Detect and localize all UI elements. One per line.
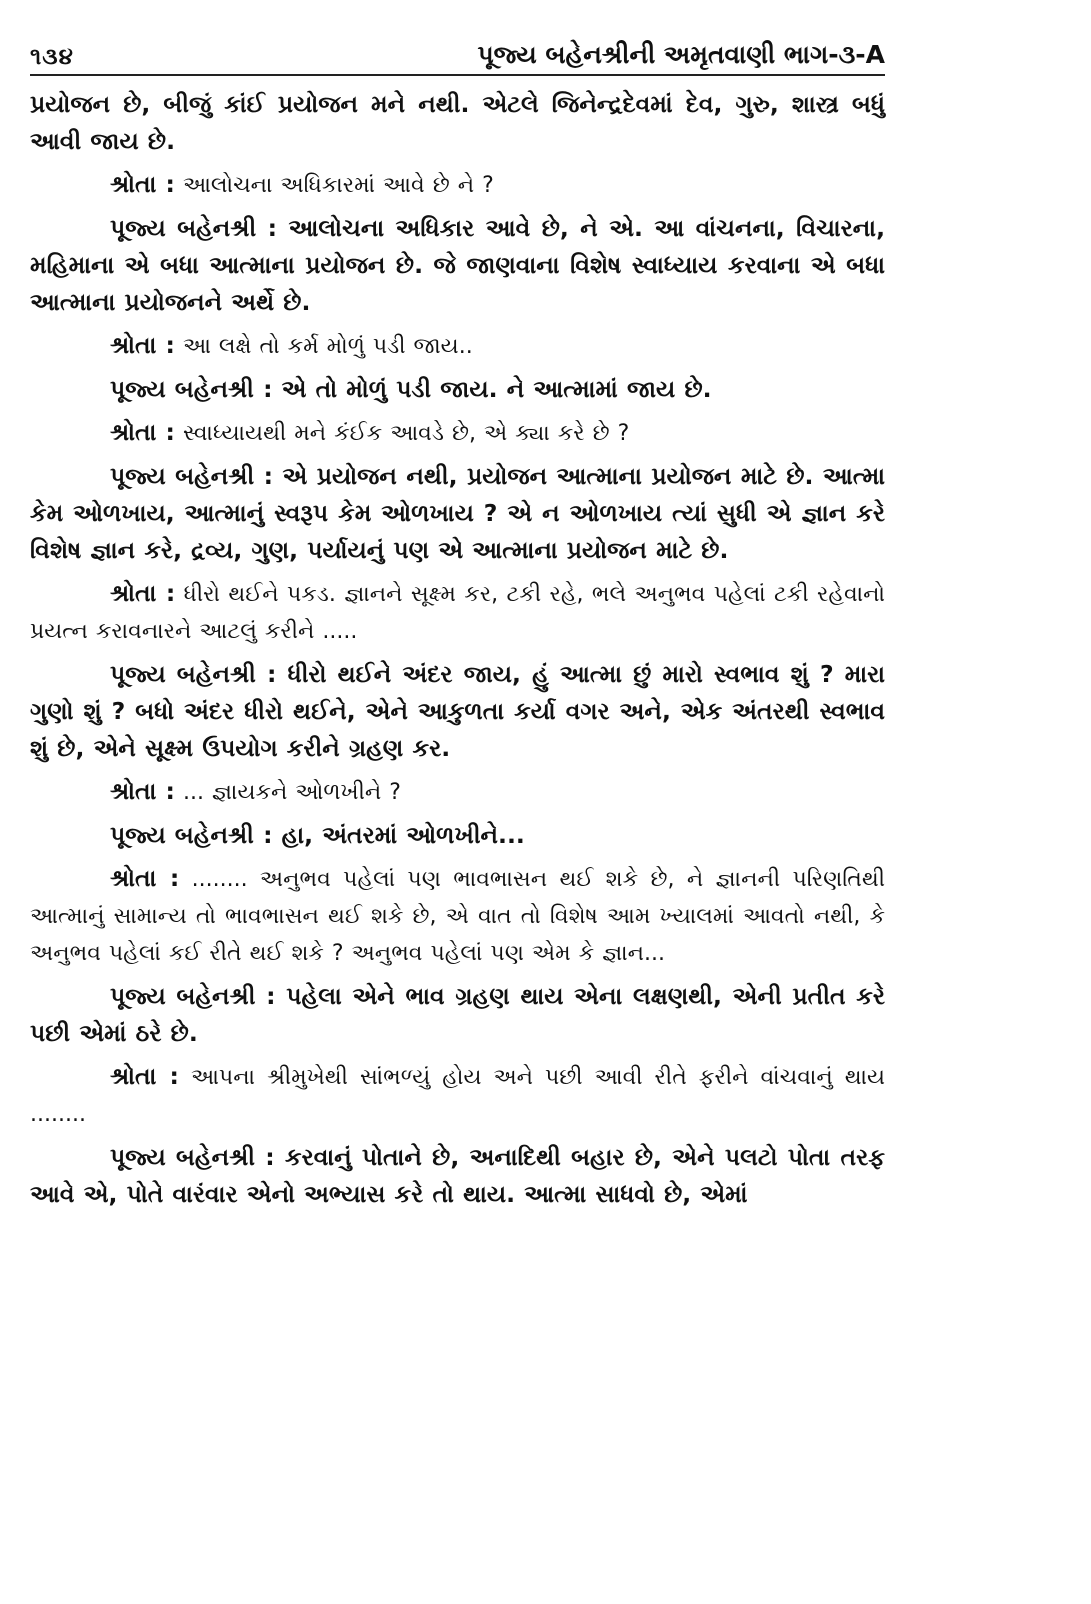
paragraph-text: આલોચના અધિકારમાં આવે છે ને ? — [182, 173, 494, 198]
listener-paragraph — [30, 575, 885, 650]
paragraph-text: એ તો મોળું પડી જાય. ને આત્મામાં જાય છે. — [281, 375, 712, 403]
listener-label: શ્રોતા : — [110, 864, 180, 892]
paragraph-text: ધીરો થઈને અંદર જાય, હું આત્મા છું મારો સ્વભાવ શું ? મારા ગુણો શું ? બધો અંદર ધીરો થઈને, એને આકુળતા કર્યા વગર અને, એક અંતરથી સ્વભાવ શું છે, એને સૂક્ષ્મ ઉપયોગ કરીને ગ્રહણ કર. — [30, 660, 886, 762]
listener-paragraph — [30, 773, 885, 811]
speaker-paragraph — [30, 1139, 885, 1213]
paragraph-text: સ્વાધ્યાયથી મને કંઈક આવડે છે, એ ક્યા કરે છે ? — [182, 421, 630, 446]
speaker-paragraph — [30, 86, 885, 160]
listener-paragraph — [30, 860, 885, 972]
listener-label: શ્રોતા : — [110, 418, 175, 446]
paragraph-text: કરવાનું પોતાને છે, અનાદિથી બહાર છે, એને પલટો પોતા તરફ આવે એ, પોતે વારંવાર એનો અભ્યાસ કરે તો થાય. આત્મા સાધવો છે, એમાં — [30, 1143, 885, 1208]
listener-paragraph — [30, 327, 885, 365]
paragraph-text: પહેલા એને ભાવ ગ્રહણ થાય એના લક્ષણથી, એની પ્રતીત કરે પછી એમાં ઠરે છે. — [30, 982, 885, 1047]
speaker-paragraph — [30, 458, 885, 569]
speaker-paragraph — [30, 210, 885, 321]
speaker-paragraph — [30, 371, 885, 408]
page-header — [30, 30, 885, 76]
listener-label: શ્રોતા : — [110, 331, 175, 359]
speaker-label: પૂજ્ય બહેનશ્રી : — [110, 462, 274, 490]
paragraph-text: ધીરો થઈને પકડ. જ્ઞાનને સૂક્ષ્મ કર, ટકી રહે, ભલે અનુભવ પહેલાં ટકી રહેવાનો પ્રયત્ન કરાવનારને આટલું કરીને ..... — [30, 582, 885, 644]
speaker-label: પૂજ્ય બહેનશ્રી : — [110, 821, 273, 849]
speaker-paragraph — [30, 817, 885, 854]
speaker-label: પૂજ્ય બહેનશ્રી : — [110, 982, 276, 1010]
page-number: ૧૩૪ — [30, 44, 74, 70]
body-text — [30, 86, 885, 1213]
paragraph-text: આપના શ્રીમુખેથી સાંભળ્યું હોય અને પછી આવી રીતે ફરીને વાંચવાનું થાય ........ — [30, 1065, 885, 1127]
paragraph-text: પ્રયોજન છે, બીજું કાંઈ પ્રયોજન મને નથી. એટલે જિનેન્દ્રદેવમાં દેવ, ગુરુ, શાસ્ત્ર બધું આવી જાય છે. — [30, 90, 885, 155]
listener-paragraph — [30, 414, 885, 452]
paragraph-text: આલોચના અધિકાર આવે છે, ને એ. આ વાંચનના, વિચારના, મહિમાના એ બધા આત્માના પ્રયોજન છે. જે જાણવાના વિશેષ સ્વાધ્યાય કરવાના એ બધા આત્માના પ્રયોજનને અર્થે છે. — [30, 214, 885, 316]
listener-label: શ્રોતા : — [110, 1062, 179, 1090]
running-title: પૂજ્ય બહેનશ્રીની અમૃતવાણી ભાગ-૩-A — [477, 40, 885, 69]
paragraph-text: હા, અંતરમાં ઓળખીને... — [281, 821, 525, 849]
speaker-label: પૂજ્ય બહેનશ્રી : — [110, 214, 278, 242]
speaker-paragraph — [30, 656, 885, 767]
paragraph-text: ... જ્ઞાયકને ઓળખીને ? — [182, 780, 401, 805]
listener-paragraph — [30, 1058, 885, 1133]
speaker-label: પૂજ્ય બહેનશ્રી : — [110, 375, 273, 403]
listener-label: શ્રોતા : — [110, 170, 175, 198]
listener-label: શ્રોતા : — [110, 777, 175, 805]
paragraph-text: આ લક્ષે તો કર્મ મોળું પડી જાય.. — [182, 334, 473, 359]
listener-label: શ્રોતા : — [110, 579, 176, 607]
speaker-label: પૂજ્ય બહેનશ્રી : — [110, 1143, 275, 1171]
listener-paragraph — [30, 166, 885, 204]
speaker-paragraph — [30, 978, 885, 1052]
document-page — [30, 30, 885, 1219]
paragraph-text: એ પ્રયોજન નથી, પ્રયોજન આત્માના પ્રયોજન માટે છે. આત્મા કેમ ઓળખાય, આત્માનું સ્વરૂપ કેમ ઓળખાય ? એ ન ઓળખાય ત્યાં સુધી એ જ્ઞાન કરે વિશેષ જ્ઞાન કરે, દ્રવ્ય, ગુણ, પર્યાયનું પણ એ આત્માના પ્રયોજન માટે છે. — [30, 462, 885, 564]
paragraph-text: ........ અનુભવ પહેલાં પણ ભાવભાસન થઈ શકે છે, ને જ્ઞાનની પરિણતિથી આત્માનું સામાન્ય તો ભાવભાસન થઈ શકે છે, એ વાત તો વિશેષ આમ ખ્યાલમાં આવતો નથી, કે અનુભવ પહેલાં કઈ રીતે થઈ શકે ? અનુભવ પહેલાં પણ એમ કે જ્ઞાન... — [30, 867, 886, 966]
speaker-label: પૂજ્ય બહેનશ્રી : — [110, 660, 277, 688]
